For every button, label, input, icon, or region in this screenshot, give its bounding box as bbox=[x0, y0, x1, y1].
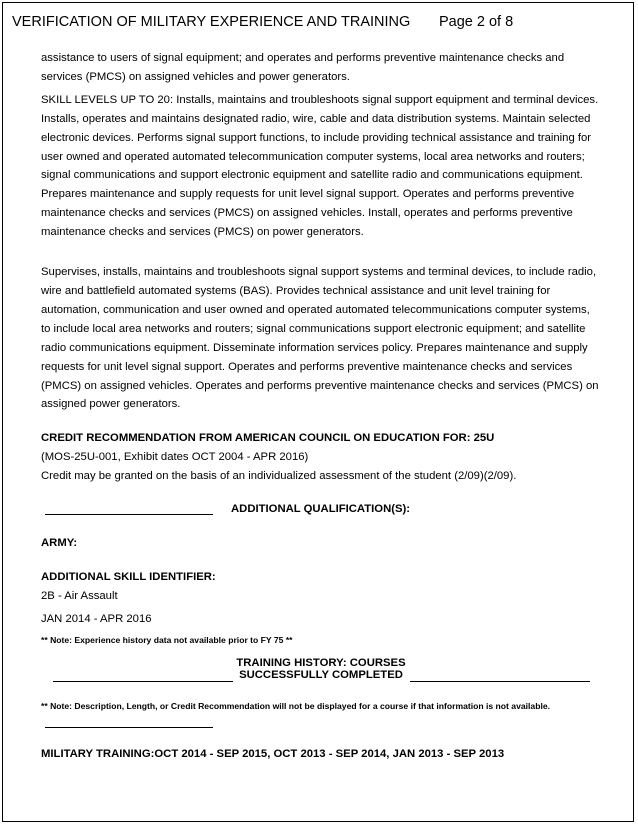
description-note: ** Note: Description, Length, or Credit Recommendation will not be displayed for a course if that information is not available. bbox=[41, 700, 551, 711]
additional-qualifications-row bbox=[41, 500, 601, 520]
divider-line bbox=[53, 681, 233, 682]
document-page bbox=[2, 2, 634, 822]
credit-exhibit: (MOS-25U-001, Exhibit dates OCT 2004 - APR 2016) bbox=[41, 451, 309, 464]
asi-value: 2B - Air Assault bbox=[41, 589, 118, 602]
credit-heading: CREDIT RECOMMENDATION FROM AMERICAN COUNCIL ON EDUCATION FOR: 25U bbox=[41, 432, 495, 445]
training-heading-line2: SUCCESSFULLY COMPLETED bbox=[239, 668, 403, 681]
training-history-heading bbox=[41, 657, 601, 685]
asi-dates: JAN 2014 - APR 2016 bbox=[41, 612, 152, 625]
branch-label: ARMY: bbox=[41, 537, 78, 550]
experience-note: ** Note: Experience history data not available prior to FY 75 ** bbox=[41, 634, 293, 645]
intro-paragraph: assistance to users of signal equipment; and operates and performs preventive maintenance checks and services (PMCS) on assigned vehicles and power generators. bbox=[41, 52, 565, 83]
skill-levels-paragraph: SKILL LEVELS UP TO 20: Installs, maintains and troubleshoots signal support equipment and terminal devices. Installs, operates and maintains designated radio, wire, cable and data distribution systems. Maintain selected electronic devices. Performs signal support functions, to include providing technical assistance and training for user owned and operated automated telecommunication computer systems, local area networks and routers; signal communications and support electronic equipment and satellite radio and communications equipment. Prepares maintenance and supply requests for unit level signal support. Operates and performs preventive maintenance checks and services (PMCS) on assigned vehicles. Install, operates and performs preventive maintenance checks and services (PMCS) on power generators. bbox=[41, 93, 599, 239]
page-header bbox=[12, 14, 612, 34]
supervises-paragraph: Supervises, installs, maintains and troubleshoots signal support systems and terminal devices, to include radio, wire and battlefield automated systems (BAS). Provides technical assistance and unit level training for automation, communication and user owned and operated automated telecommunications computer systems, to include local area networks and routers; signal communications support electronic equipment; and satellite radio communications equipment. Disseminate information services policy. Prepares maintenance and supply requests for unit level signal support. Operates and performs preventive maintenance checks and services (PMCS) on assigned vehicles. Operates and performs preventive maintenance checks and services (PMCS) on assigned power generators. bbox=[41, 266, 599, 411]
document-body bbox=[41, 49, 601, 764]
additional-qualifications-heading: ADDITIONAL QUALIFICATION(S): bbox=[231, 503, 411, 516]
page-number: Page 2 of 8 bbox=[439, 14, 514, 30]
credit-text: Credit may be granted on the basis of an individualized assessment of the student (2/09)(2/09). bbox=[41, 470, 517, 483]
divider-line bbox=[410, 681, 590, 682]
military-training-heading: MILITARY TRAINING:OCT 2014 - SEP 2015, OCT 2013 - SEP 2014, JAN 2013 - SEP 2013 bbox=[41, 747, 505, 760]
asi-heading: ADDITIONAL SKILL IDENTIFIER: bbox=[41, 570, 216, 583]
divider-line bbox=[45, 514, 213, 515]
training-heading-line1: TRAINING HISTORY: COURSES bbox=[236, 656, 406, 669]
divider-line bbox=[45, 727, 213, 728]
document-title: VERIFICATION OF MILITARY EXPERIENCE AND TRAINING bbox=[12, 14, 411, 30]
